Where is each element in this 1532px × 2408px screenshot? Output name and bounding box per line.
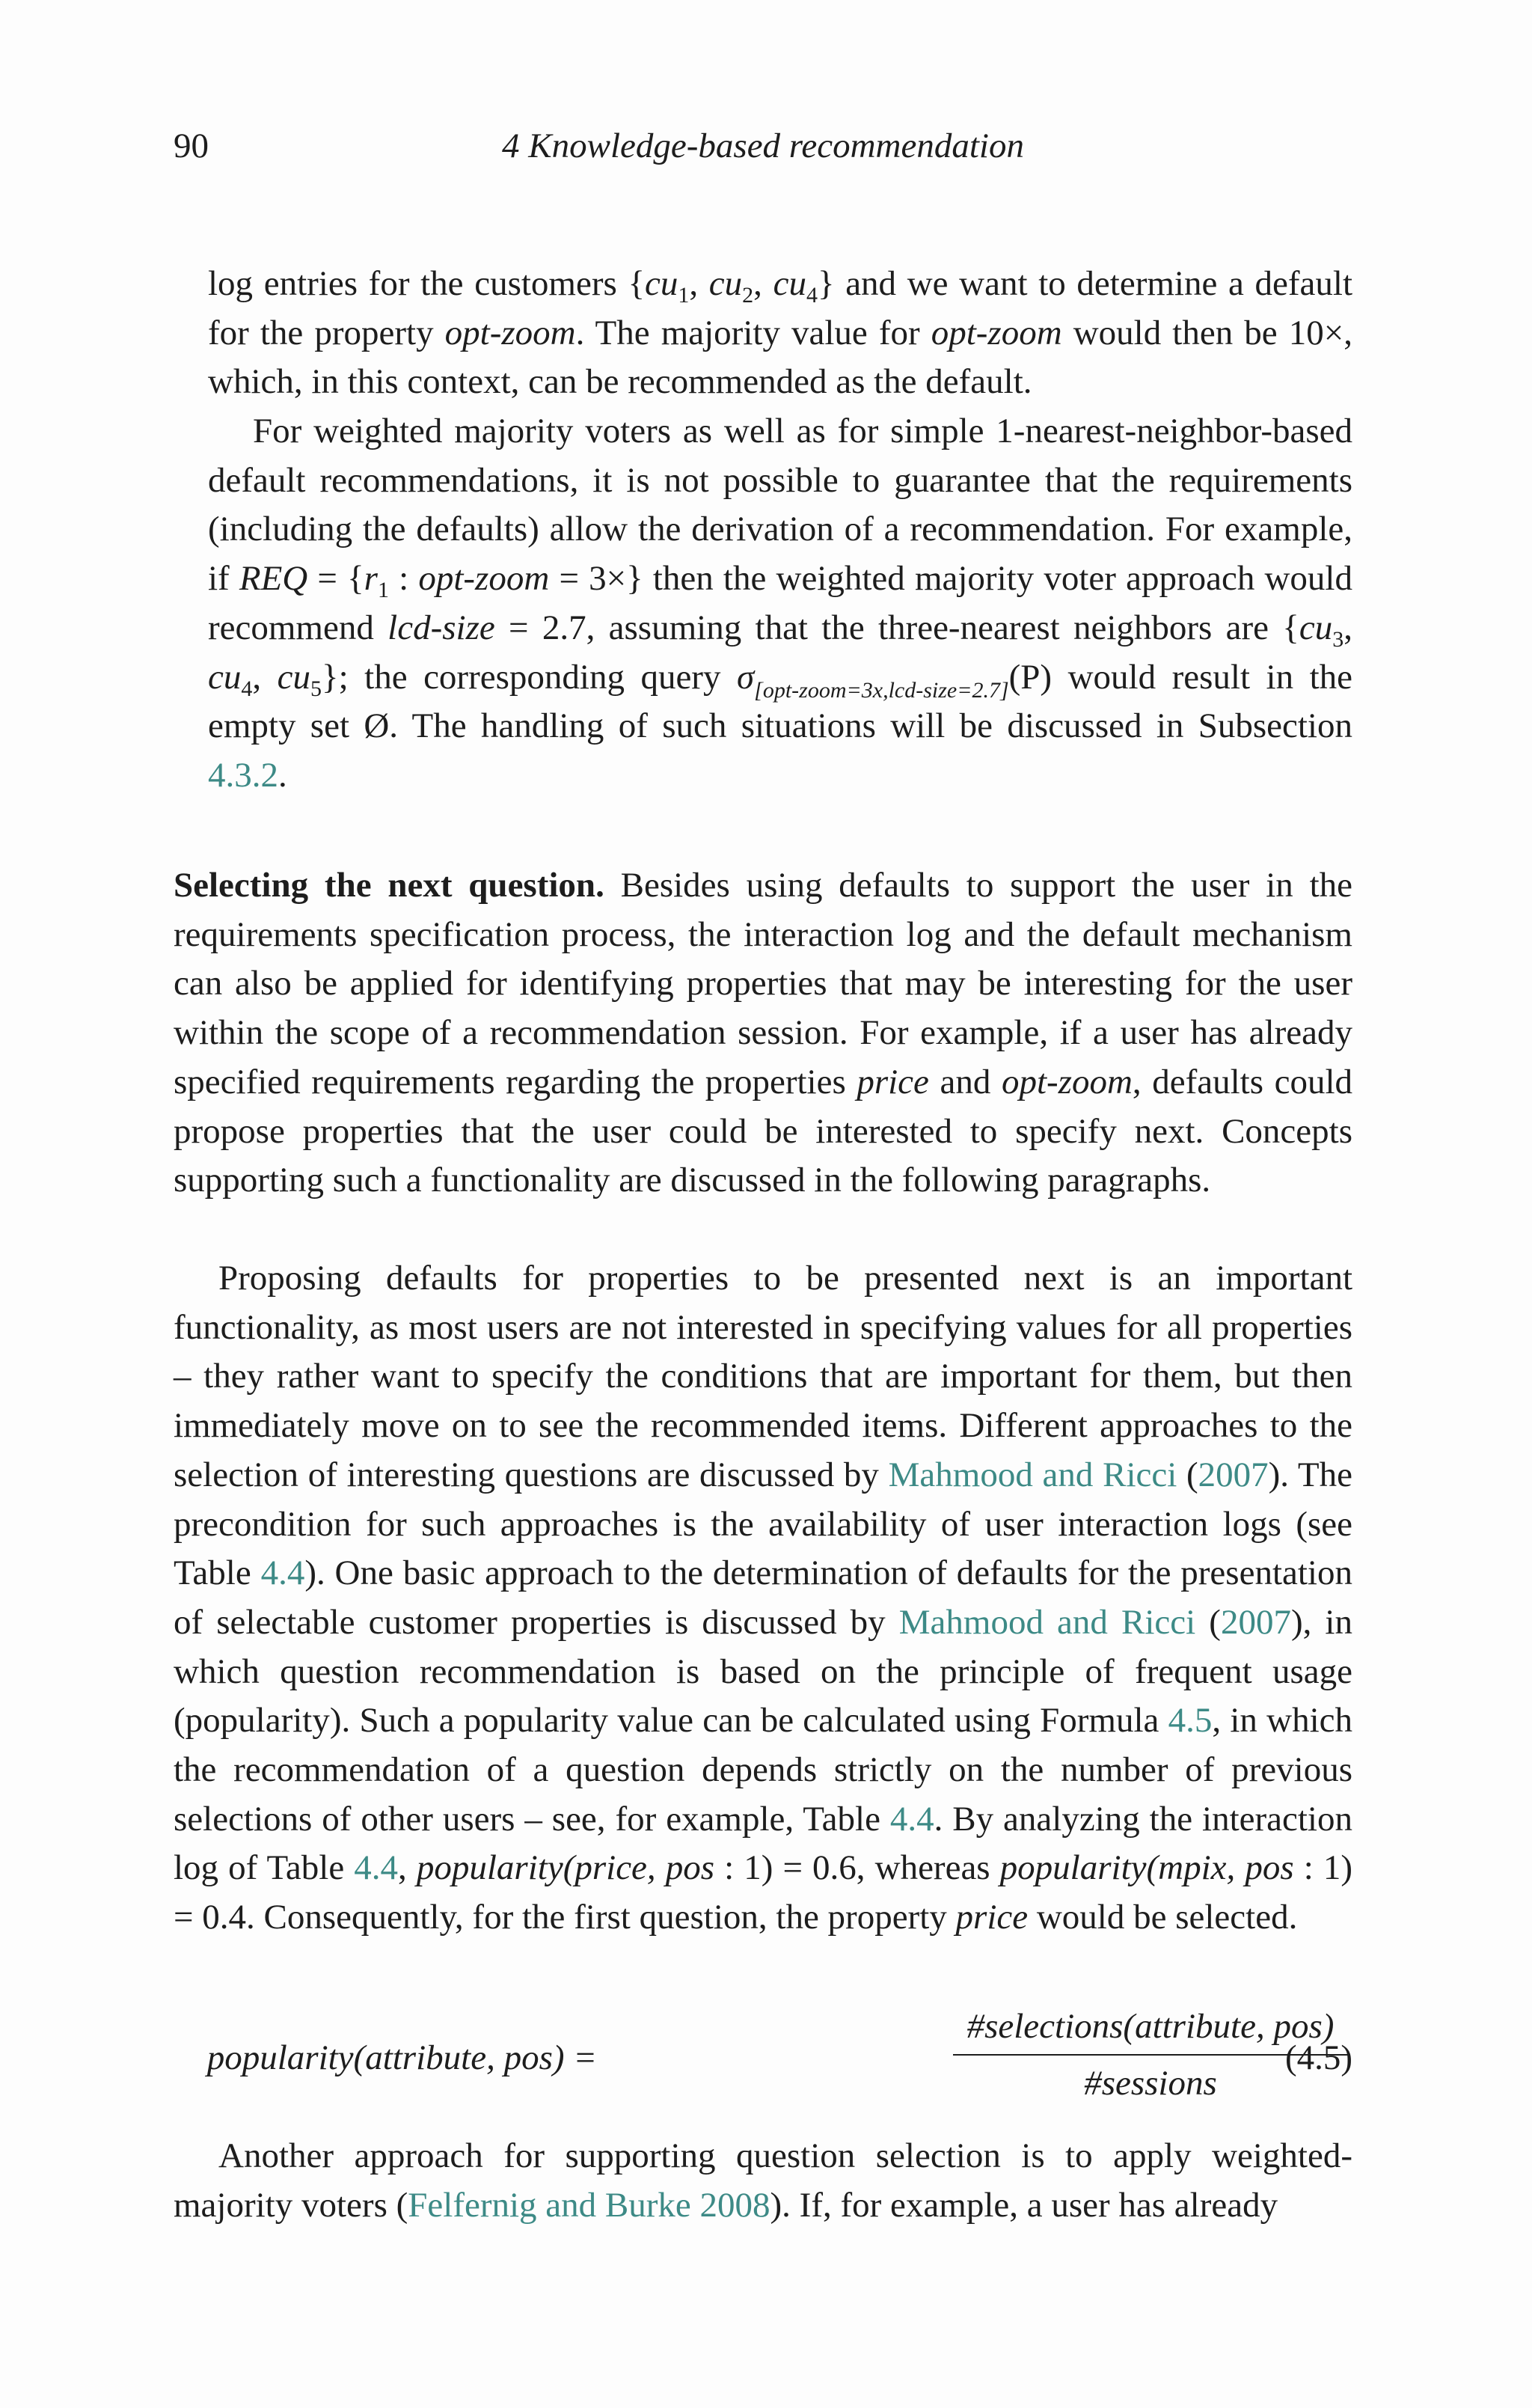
citation-year-link[interactable]: 2007 [1220,1602,1291,1642]
table-link[interactable]: 4.4 [889,1799,934,1839]
citation-year-link[interactable]: 2007 [1198,1455,1269,1494]
paragraph-log-entries: log entries for the customers {$cu_1$, $cu_2$, $cu_4$} and we want to determine a default for the property opt-zoom. The majority value for opt-zoom would then be 10×, which, in this context, can be recommended as the default. [208,264,1353,402]
subsection-link[interactable]: 4.3.2 [208,755,278,795]
equation-number: (4.5) [1284,2038,1352,2077]
citation-link[interactable]: Mahmood and Ricci [888,1455,1177,1494]
equation-popularity [174,2002,1352,2114]
table-link[interactable]: 4.4 [260,1553,305,1593]
paragraph-another-approach: Another approach for supporting question selection is to apply weighted-majority voters (Felfernig and Burke 2008). If, for example, a user has already [174,2136,1352,2225]
citation-link[interactable]: Mahmood and Ricci [898,1602,1196,1642]
citation-link[interactable]: Felfernig and Burke 2008 [408,2185,770,2225]
table-link[interactable]: 4.4 [354,1848,399,1888]
section-heading: Selecting the next question. [174,866,604,905]
running-title: 4 Knowledge-based recommendation [502,126,1024,165]
page-header [174,126,1352,171]
paragraph-selecting-next-question: Selecting the next question. Besides using defaults to support the user in the requirements specification process, the interaction log and the default mechanism can also be applied for identifying properties that may be interesting for the user within the scope of a recommendation session. For example, if a user has already specified requirements regarding the properties price and opt-zoom, defaults could propose properties that the user could be interested to specify next. Concepts supporting such a functionality are discussed in the following paragraphs. [174,866,1352,1200]
page-number: 90 [174,126,209,165]
paragraph-proposing-defaults: Proposing defaults for properties to be presented next is an important functionality, as most users are not interested in specifying values for all properties – they rather want to specify the conditions that are important for them, but then immediately move on to see the recommended items. Different approaches to the selection of interesting questions are discussed by Mahmood and Ricci (2007). The precondition for such approaches is the availability of user interaction logs (see Table 4.4). One basic approach to the determination of defaults for the presentation of selectable customer properties is discussed by Mahmood and Ricci (2007), in which question recommendation is based on the principle of frequent usage (popularity). Such a popularity value can be calculated using Formula 4.5, in which the recommendation of a question depends strictly on the number of previous selections of other users – see, for example, Table 4.4. By analyzing the interaction log of Table 4.4, popularity(price, pos : 1) = 0.6, whereas popularity(mpix, pos : 1) = 0.4. Consequently, for the first question, the property price would be selected. [174,1259,1352,1937]
formula-link[interactable]: 4.5 [1168,1701,1213,1741]
equation-lhs: popularity(attribute, pos) = [206,2038,597,2077]
fraction-numerator: #selections(attribute, pos) [966,2007,1335,2046]
fraction-denominator: #sessions [1084,2064,1217,2103]
paragraph-weighted-majority: For weighted majority voters as well as for simple 1-nearest-neighbor-based default recommendations, it is not possible to guarantee that the requirements (including the defaults) allow the derivation of a recommendation. For example, if REQ = {$r_1$ : opt-zoom = 3×} then the weighted majority voter approach would recommend lcd-size = 2.7, assuming that the three-nearest neighbors are {$cu_3$, $cu_4$, $cu_5$}; the corresponding query $\sigma_{[opt-zoom=3x,lcd-size=2.7]}(P)$ would result in the empty set Ø. The handling of such situations will be discussed in Subsection 4.3.2. [208,412,1353,795]
